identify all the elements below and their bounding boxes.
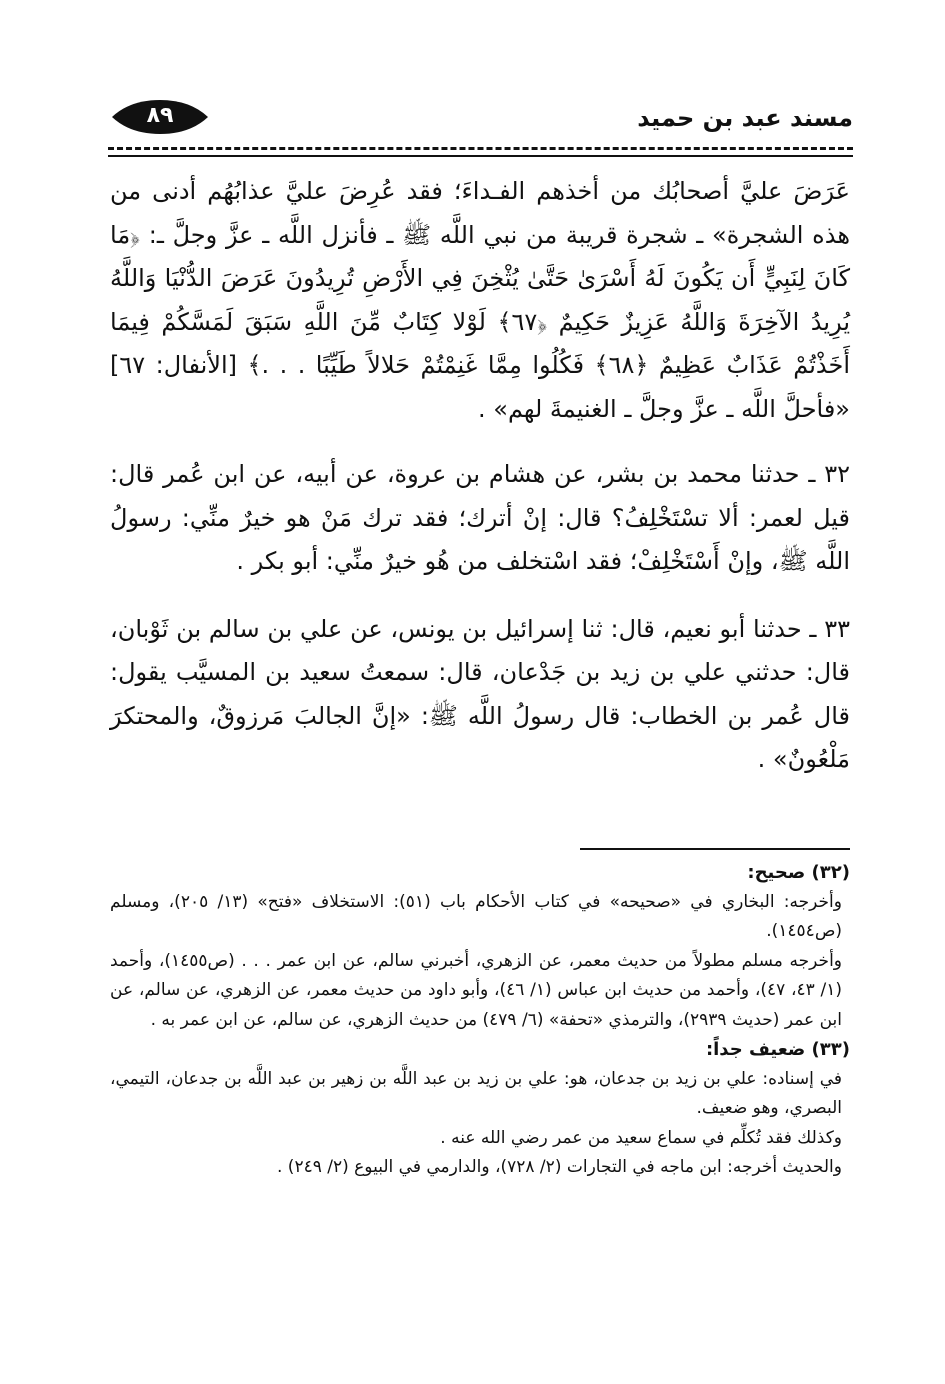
- book-title: مسند عبد بن حميد: [637, 104, 853, 132]
- hadith-33: ٣٣ ـ حدثنا أبو نعيم، قال: ثنا إسرائيل بن يونس، عن علي بن سالم بن ثَوْبان، قال: حدثني علي بن زيد بن جَدْعان، قال: سمعتُ سعيد بن المسيَّب يقول: قال عُمر بن الخطاب: قال رسولُ اللَّه ﷺ: «إنَّ الجالبَ مَرزوقٌ، والمحتكرَ مَلْعُونٌ» .: [110, 614, 850, 773]
- hadith-32: ٣٢ ـ حدثنا محمد بن بشر، عن هشام بن عروة، عن أبيه، عن ابن عُمر قال: قيل لعمر: ألا تسْتَخْلِفُ؟ قال: إنْ أترك؛ فقد ترك مَنْ هو خيرٌ منِّي: رسولُ اللَّه ﷺ، وإنْ أَسْتَخْلِفْ؛ فقد اسْتخلف من هُو خيرٌ منِّي: أبو بكر .: [110, 460, 850, 575]
- footnote-33-line: في إسناده: علي بن زيد بن جدعان، هو: علي بن زيد بن عبد اللَّه بن زهير بن عبد اللَّه بن جدعان، التيمي، البصري، وهو ضعيف.: [110, 1068, 842, 1118]
- page-header: [108, 92, 853, 152]
- page-number-badge: [108, 98, 212, 136]
- footnote-32-line: وأخرجه: البخاري في «صحيحه» في كتاب الأحكام باب (٥١): الاستخلاف «فتح» (١٣/ ٢٠٥)، ومسلم (ص١٤٥٤).: [110, 891, 842, 941]
- header-rule-solid: [108, 155, 853, 157]
- page-number: ٨٩: [146, 103, 174, 128]
- footnotes: [110, 858, 850, 1183]
- footnote-32-heading: (٣٢) صحيح:: [747, 862, 850, 883]
- continuation-paragraph: عَرَضَ عليَّ أصحابُك من أخذهم الفـداءَ؛ فقد عُرِضَ عليَّ عذابُهُم أدنى من هذه الشجرة» ـ شجرة قريبة من نبي اللَّه ﷺ ـ فأنزل اللَّه ـ عزَّ وجلَّ ـ: ﴿مَا كَانَ لِنَبِيٍّ أَن يَكُونَ لَهُ أَسْرَىٰ حَتَّىٰ يُثْخِنَ فِي الأَرْضِ تُرِيدُونَ عَرَضَ الدُّنْيَا وَاللَّهُ يُرِيدُ الآخِرَةَ وَاللَّهُ عَزِيزٌ حَكِيمٌ ﴿٦٧﴾ لَوْلا كِتَابٌ مِّنَ اللَّهِ سَبَقَ لَمَسَّكُمْ فِيمَا أَخَذْتُمْ عَذَابٌ عَظِيمٌ ﴿٦٨﴾ فَكُلُوا مِمَّا غَنِمْتُمْ حَلالاً طَيِّبًا . . .﴾ [الأنفال: ٦٧] «فأحلَّ اللَّه ـ عزَّ وجلَّ ـ الغنيمةَ لهم» .: [110, 177, 851, 423]
- footnote-32-line: وأخرجه مسلم مطولاً من حديث معمر، عن الزهري، أخبرني سالم، عن ابن عمر . . . (ص١٤٥٥)، وأحمد (١/ ٤٣، ٤٧)، وأحمد من حديث ابن عباس (١/ ٤٦)، وأبو داود من حديث معمر، عن الزهري، عن سالم، عن ابن عمر (حديث ٢٩٣٩)، والترمذي «تحفة» (٦/ ٤٧٩) من حديث الزهري، عن سالم، عن ابن عمر به .: [110, 950, 843, 1030]
- footnote-33-line: وكذلك فقد تُكلِّم في سماع سعيد من عمر رضي الله عنه .: [440, 1127, 842, 1148]
- main-text: [110, 170, 850, 782]
- footnote-33-heading: (٣٣) ضعيف جداً:: [705, 1039, 850, 1060]
- footnote-divider: [580, 848, 850, 850]
- footnote-33-line: والحديث أخرجه: ابن ماجه في التجارات (٢/ ٧٢٨)، والدارمي في البيوع (٢/ ٢٤٩) .: [276, 1157, 842, 1177]
- header-rule-dashed: [108, 147, 853, 150]
